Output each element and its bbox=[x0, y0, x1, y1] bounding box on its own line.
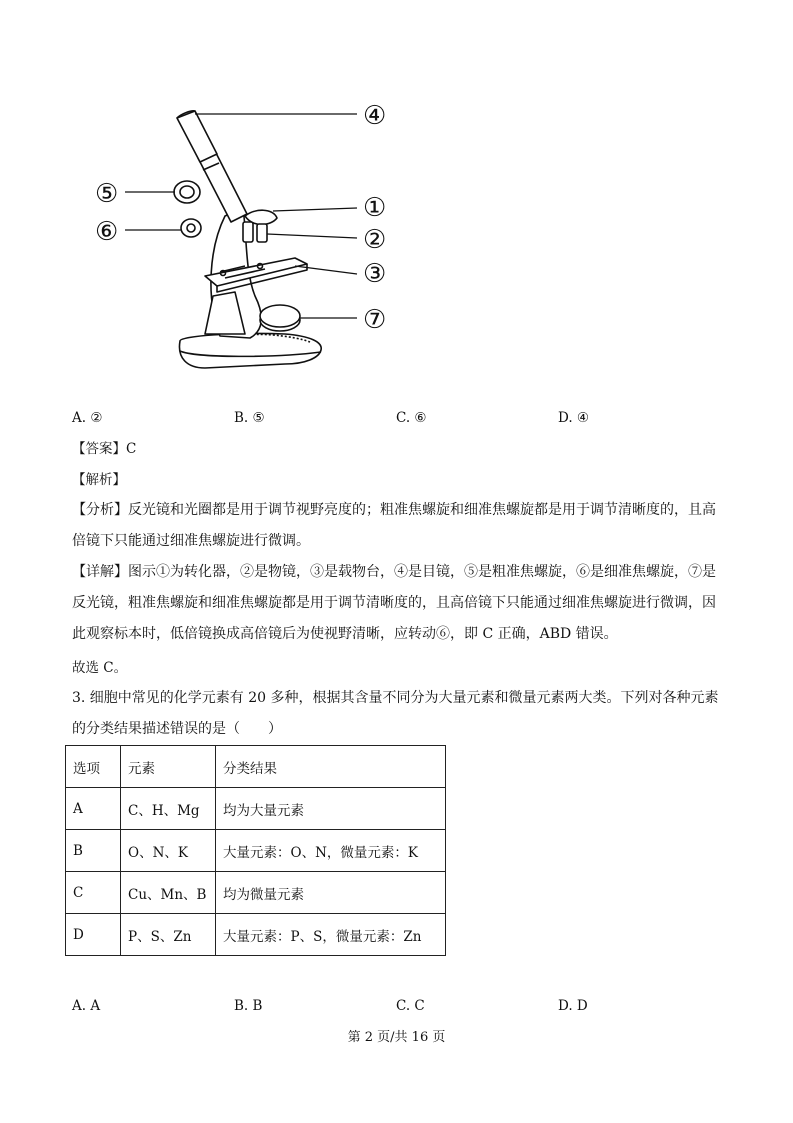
header-cell: 选项 bbox=[66, 746, 121, 788]
table-cell: 大量元素：P、S，微量元素：Zn bbox=[216, 914, 446, 956]
header-cell: 分类结果 bbox=[216, 746, 446, 788]
conclusion: 故选 C。 bbox=[72, 660, 128, 676]
header-cell: 元素 bbox=[121, 746, 216, 788]
q2-option-c: C. ⑥ bbox=[396, 410, 427, 426]
table-cell: 均为微量元素 bbox=[216, 872, 446, 914]
table-cell: P、S、Zn bbox=[121, 914, 216, 956]
table-row bbox=[66, 788, 446, 830]
table-cell: A bbox=[66, 788, 121, 830]
q3-option-b: B. B bbox=[234, 998, 263, 1014]
page-footer: 第 2 页/共 16 页 bbox=[347, 1030, 446, 1045]
table-cell: Cu、Mn、B bbox=[121, 872, 216, 914]
table-row bbox=[66, 830, 446, 872]
table-row bbox=[66, 872, 446, 914]
table-cell: C bbox=[66, 872, 121, 914]
q3-option-a: A. A bbox=[72, 998, 101, 1014]
label-5: ⑤ bbox=[95, 179, 119, 209]
table-row bbox=[66, 914, 446, 956]
analysis-text: 【分析】反光镜和光圈都是用于调节视野亮度的；粗准焦螺旋和细准焦螺旋都是用于调节清晰度的，且高倍镜下只能通过细准焦螺旋进行微调。 bbox=[72, 502, 716, 549]
analysis-heading: 【解析】 bbox=[72, 472, 126, 488]
detail-text: 【详解】图示①为转化器，②是物镜，③是载物台，④是目镜，⑤是粗准焦螺旋，⑥是细准焦螺旋，⑦是反光镜，粗准焦螺旋和细准焦螺旋都是用于调节清晰度的，且高倍镜下只能通过细准焦螺旋进行微调，因此观察标本时，低倍镜换成高倍镜后为使视野清晰，应转动⑥，即 C 正确，ABD 错误。 bbox=[72, 564, 716, 642]
table-cell: C、H、Mg bbox=[121, 788, 216, 830]
q2-option-d: D. ④ bbox=[558, 410, 590, 426]
label-4: ④ bbox=[363, 101, 387, 131]
label-2: ② bbox=[363, 225, 387, 255]
label-6: ⑥ bbox=[95, 217, 119, 247]
q2-option-b: B. ⑤ bbox=[234, 410, 265, 426]
table-cell: 均为大量元素 bbox=[216, 788, 446, 830]
answer: 【答案】C bbox=[72, 441, 137, 457]
q2-option-a: A. ② bbox=[72, 410, 103, 426]
question-3-text: 3. 细胞中常见的化学元素有 20 多种，根据其含量不同分为大量元素和微量元素两大类。下列对各种元素的分类结果描述错误的是（ ） bbox=[72, 690, 719, 737]
element-table bbox=[65, 745, 446, 956]
label-1: ① bbox=[363, 193, 387, 223]
table-cell: D bbox=[66, 914, 121, 956]
table-cell: O、N、K bbox=[121, 830, 216, 872]
q3-option-c: C. C bbox=[396, 998, 425, 1014]
table-header-row bbox=[66, 746, 446, 788]
microscope-figure bbox=[95, 96, 405, 386]
q3-option-d: D. D bbox=[558, 998, 588, 1014]
label-3: ③ bbox=[363, 259, 387, 289]
table-cell: 大量元素：O、N，微量元素：K bbox=[216, 830, 446, 872]
label-7: ⑦ bbox=[363, 305, 387, 335]
table-cell: B bbox=[66, 830, 121, 872]
